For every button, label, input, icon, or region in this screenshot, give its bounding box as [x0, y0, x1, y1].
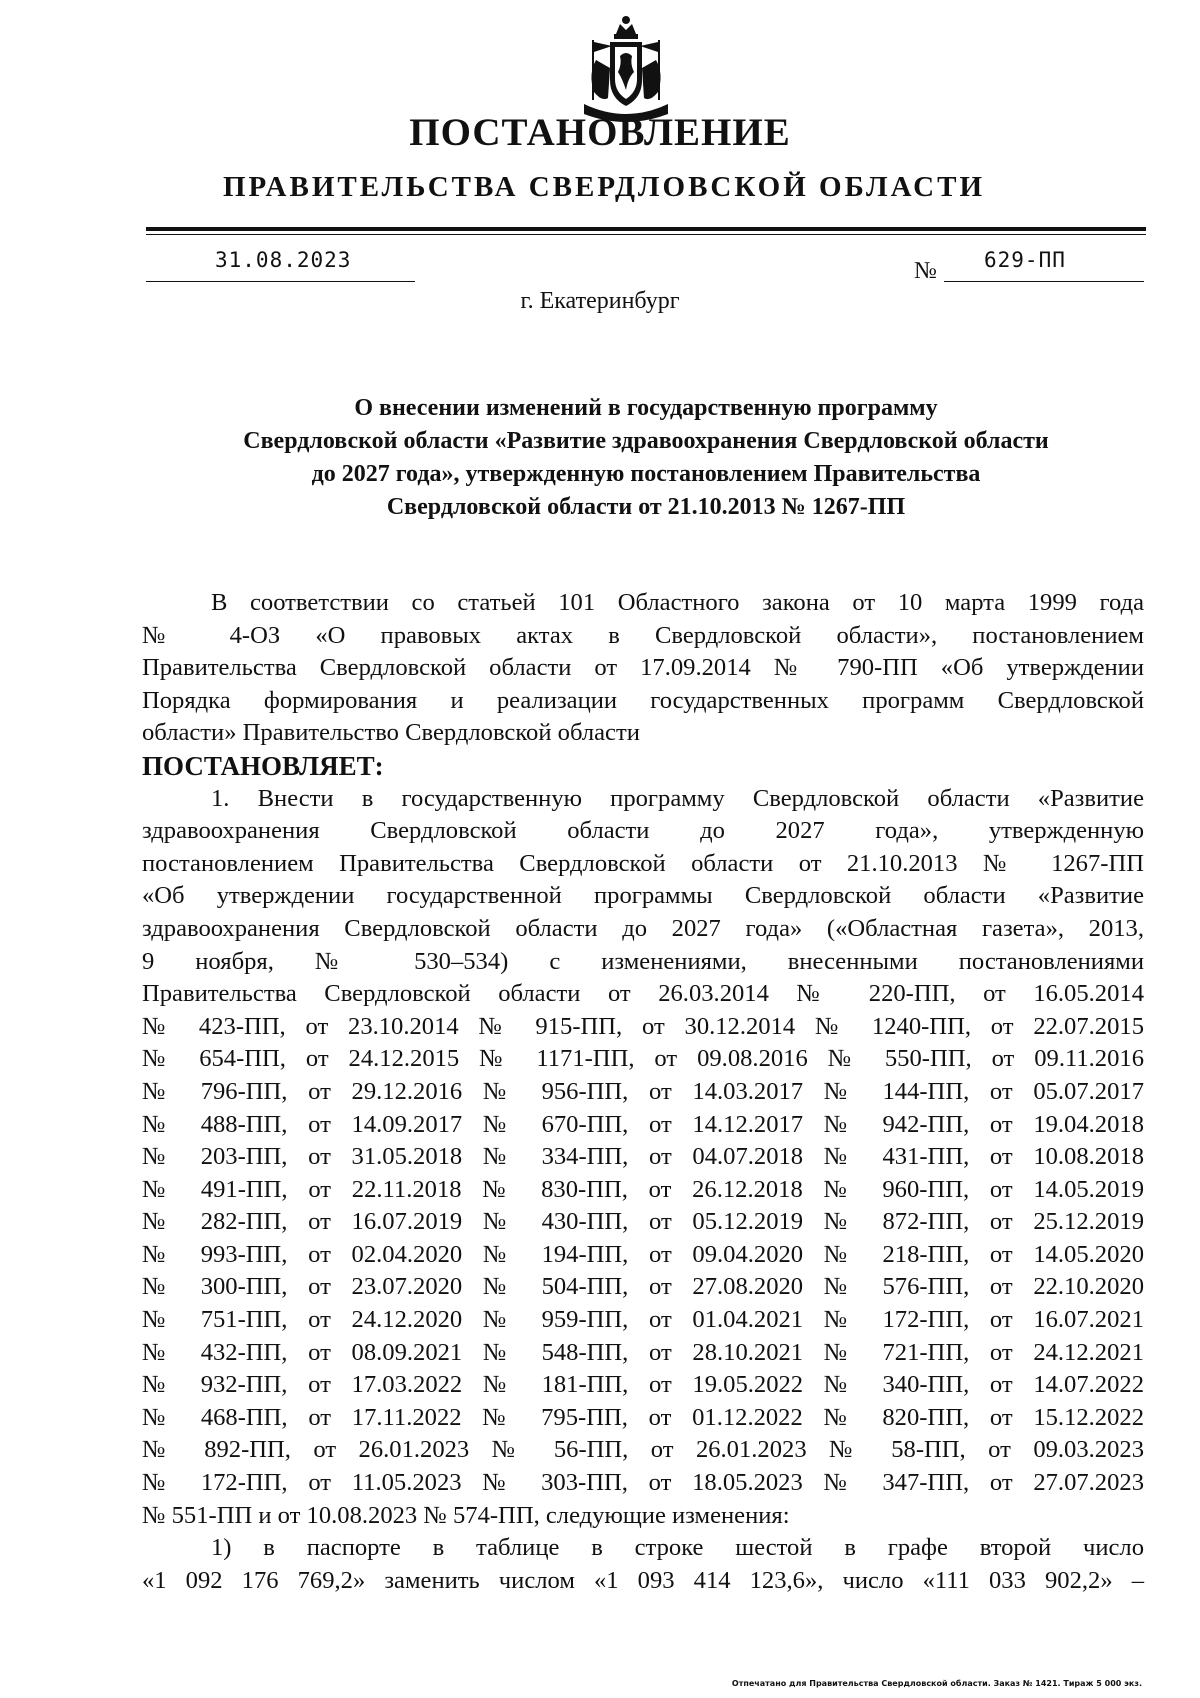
preamble-line: области» Правительство Свердловской области	[142, 719, 640, 747]
item-line: № 172-ПП, от 11.05.2023 № 303-ПП, от 18.05.2023 № 347-ПП, от 27.07.2023	[142, 1469, 1144, 1497]
document-date: 31.08.2023	[215, 248, 352, 272]
subitem-line: 1) в паспорте в таблице в строке шестой в графе второй число	[211, 1534, 1144, 1562]
header-divider-thin	[146, 234, 1146, 235]
subject-title-line: Свердловской области «Развитие здравоохранения Свердловской области	[243, 428, 1049, 454]
issuing-authority: ПРАВИТЕЛЬСТВА СВЕРДЛОВСКОЙ ОБЛАСТИ	[222, 171, 986, 203]
item-line: здравоохранения Свердловской области до 2027 года» («Областная газета», 2013,	[142, 914, 1144, 942]
item-line: № 203-ПП, от 31.05.2018 № 334-ПП, от 04.07.2018 № 431-ПП, от 10.08.2018	[142, 1143, 1144, 1171]
item-line: № 892-ПП, от 26.01.2023 № 56-ПП, от 26.01.2023 № 58-ПП, от 09.03.2023	[142, 1436, 1144, 1464]
resolves-heading: ПОСТАНОВЛЯЕТ:	[142, 750, 384, 781]
item-line: № 488-ПП, от 14.09.2017 № 670-ПП, от 14.12.2017 № 942-ПП, от 19.04.2018	[142, 1110, 1144, 1138]
item-line: 1. Внести в государственную программу Свердловской области «Развитие	[211, 784, 1144, 812]
header-divider-thick	[146, 227, 1146, 231]
preamble-line: Правительства Свердловской области от 17.09.2014 № 790-ПП «Об утверждении	[142, 654, 1144, 682]
print-imprint-footer: Отпечатано для Правительства Свердловской области. Заказ № 1421. Тираж 5 000 экз.	[731, 1679, 1142, 1688]
number-sign: №	[914, 258, 937, 284]
item-line: № 796-ПП, от 29.12.2016 № 956-ПП, от 14.03.2017 № 144-ПП, от 05.07.2017	[142, 1077, 1144, 1105]
document-subject-title	[146, 392, 1146, 524]
item-line: № 654-ПП, от 24.12.2015 № 1171-ПП, от 09.08.2016 № 550-ПП, от 09.11.2016	[142, 1045, 1144, 1073]
item-line: № 751-ПП, от 24.12.2020 № 959-ПП, от 01.04.2021 № 172-ПП, от 16.07.2021	[142, 1306, 1144, 1334]
subject-title-line: О внесении изменений в государственную программу	[354, 395, 938, 421]
preamble-line: № 4-ОЗ «О правовых актах в Свердловской области», постановлением	[142, 621, 1144, 649]
item-line: здравоохранения Свердловской области до 2027 года», утвержденную	[142, 817, 1144, 845]
item-line: № 993-ПП, от 02.04.2020 № 194-ПП, от 09.04.2020 № 218-ПП, от 14.05.2020	[142, 1240, 1144, 1268]
item-line: № 432-ПП, от 08.09.2021 № 548-ПП, от 28.10.2021 № 721-ПП, от 24.12.2021	[142, 1338, 1144, 1366]
subject-title-line: до 2027 года», утвержденную постановлением Правительства	[311, 461, 981, 487]
issuing-city: г. Екатеринбург	[520, 288, 680, 314]
date-underline	[146, 281, 415, 282]
document-type-title: ПОСТАНОВЛЕНИЕ	[409, 111, 791, 154]
number-underline	[944, 281, 1144, 282]
subject-title-line: Свердловской области от 21.10.2013 № 1267-ПП	[386, 494, 906, 520]
document-number: 629-ПП	[984, 248, 1066, 272]
preamble-line: В соответствии со статьей 101 Областного закона от 10 марта 1999 года	[211, 589, 1144, 616]
preamble-line: Порядка формирования и реализации государственных программ Свердловской	[142, 686, 1144, 714]
subitem-line: «1 092 176 769,2» заменить числом «1 093 414 123,6», число «111 033 902,2» –	[142, 1566, 1144, 1594]
item-line: Правительства Свердловской области от 26.03.2014 № 220-ПП, от 16.05.2014	[142, 980, 1144, 1008]
item-line: № 300-ПП, от 23.07.2020 № 504-ПП, от 27.08.2020 № 576-ПП, от 22.10.2020	[142, 1273, 1144, 1301]
item-line: № 551-ПП и от 10.08.2023 № 574-ПП, следующие изменения:	[142, 1501, 790, 1529]
item-line: № 932-ПП, от 17.03.2022 № 181-ПП, от 19.05.2022 № 340-ПП, от 14.07.2022	[142, 1371, 1144, 1399]
item-line: № 468-ПП, от 17.11.2022 № 795-ПП, от 01.12.2022 № 820-ПП, от 15.12.2022	[142, 1403, 1144, 1431]
item-line: № 491-ПП, от 22.11.2018 № 830-ПП, от 26.12.2018 № 960-ПП, от 14.05.2019	[142, 1175, 1144, 1203]
item-line: постановлением Правительства Свердловской области от 21.10.2013 № 1267-ПП	[142, 849, 1144, 877]
item-line: 9 ноября, № 530–534) с изменениями, внесенными постановлениями	[142, 947, 1144, 975]
item-line: № 282-ПП, от 16.07.2019 № 430-ПП, от 05.12.2019 № 872-ПП, от 25.12.2019	[142, 1208, 1144, 1236]
item-line: «Об утверждении государственной программы Свердловской области «Развитие	[142, 882, 1144, 910]
document-body	[142, 587, 1144, 1597]
item-line: № 423-ПП, от 23.10.2014 № 915-ПП, от 30.12.2014 № 1240-ПП, от 22.07.2015	[142, 1012, 1144, 1040]
